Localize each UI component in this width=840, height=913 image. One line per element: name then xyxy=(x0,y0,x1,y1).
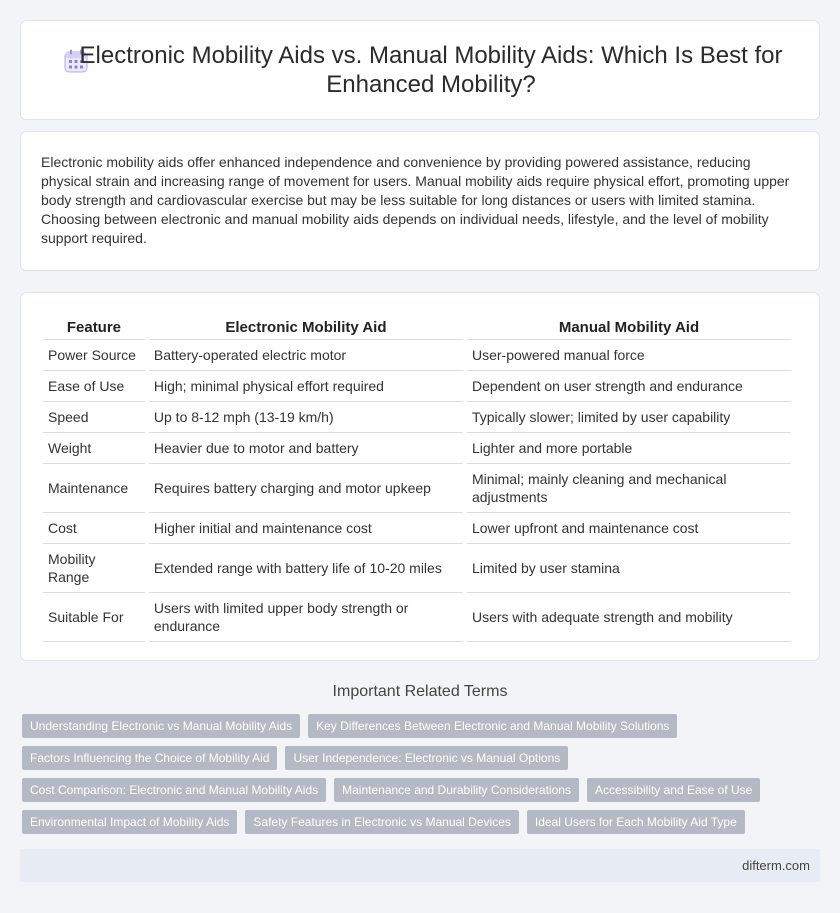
manual-cell: Minimal; mainly cleaning and mechanical adjustments xyxy=(467,464,791,513)
table-row xyxy=(43,464,791,513)
page-title: Electronic Mobility Aids vs. Manual Mobility Aids: Which Is Best for Enhanced Mobility? xyxy=(79,42,783,98)
feature-cell: Power Source xyxy=(43,340,145,371)
title-card xyxy=(20,20,820,120)
related-term-tag[interactable]: Environmental Impact of Mobility Aids xyxy=(22,810,237,834)
table-row xyxy=(43,402,791,433)
electronic-cell: Requires battery charging and motor upkeep xyxy=(149,464,463,513)
manual-cell: Lighter and more portable xyxy=(467,433,791,464)
related-term-tag[interactable]: Key Differences Between Electronic and Manual Mobility Solutions xyxy=(308,714,677,738)
electronic-cell: Higher initial and maintenance cost xyxy=(149,513,463,544)
table-row xyxy=(43,513,791,544)
related-term-tag[interactable]: Cost Comparison: Electronic and Manual Mobility Aids xyxy=(22,778,326,802)
footer-site-link[interactable]: difterm.com xyxy=(742,858,810,873)
related-term-tag[interactable]: Safety Features in Electronic vs Manual Devices xyxy=(245,810,518,834)
electronic-cell: Users with limited upper body strength or endurance xyxy=(149,593,463,642)
manual-cell: Limited by user stamina xyxy=(467,544,791,593)
table-row xyxy=(43,433,791,464)
footer-bar xyxy=(20,849,820,882)
related-term-tag[interactable]: Understanding Electronic vs Manual Mobility Aids xyxy=(22,714,300,738)
electronic-cell: Heavier due to motor and battery xyxy=(149,433,463,464)
electronic-cell: Extended range with battery life of 10-20 miles xyxy=(149,544,463,593)
electronic-cell: Battery-operated electric motor xyxy=(149,340,463,371)
feature-cell: Cost xyxy=(43,513,145,544)
related-term-tag[interactable]: Factors Influencing the Choice of Mobility Aid xyxy=(22,746,277,770)
table-row xyxy=(43,371,791,402)
comparison-table xyxy=(39,315,795,642)
manual-cell: Lower upfront and maintenance cost xyxy=(467,513,791,544)
feature-cell: Weight xyxy=(43,433,145,464)
related-terms-list xyxy=(22,714,822,834)
header-electronic: Electronic Mobility Aid xyxy=(149,315,463,340)
related-term-tag[interactable]: Maintenance and Durability Considerations xyxy=(334,778,579,802)
manual-cell: Users with adequate strength and mobility xyxy=(467,593,791,642)
table-header-row xyxy=(43,315,791,340)
feature-cell: Ease of Use xyxy=(43,371,145,402)
header-manual: Manual Mobility Aid xyxy=(467,315,791,340)
related-term-tag[interactable]: User Independence: Electronic vs Manual Options xyxy=(285,746,568,770)
manual-cell: User-powered manual force xyxy=(467,340,791,371)
comparison-table-card xyxy=(20,292,820,661)
related-term-tag[interactable]: Accessibility and Ease of Use xyxy=(587,778,760,802)
manual-cell: Dependent on user strength and endurance xyxy=(467,371,791,402)
feature-cell: Suitable For xyxy=(43,593,145,642)
table-row xyxy=(43,593,791,642)
table-row xyxy=(43,340,791,371)
feature-cell: Speed xyxy=(43,402,145,433)
related-term-tag[interactable]: Ideal Users for Each Mobility Aid Type xyxy=(527,810,745,834)
feature-cell: Maintenance xyxy=(43,464,145,513)
electronic-cell: High; minimal physical effort required xyxy=(149,371,463,402)
table-row xyxy=(43,544,791,593)
intro-card xyxy=(20,131,820,271)
header-feature: Feature xyxy=(43,315,145,340)
feature-cell: Mobility Range xyxy=(43,544,145,593)
electronic-cell: Up to 8-12 mph (13-19 km/h) xyxy=(149,402,463,433)
intro-paragraph: Electronic mobility aids offer enhanced independence and convenience by providing powered assistance, reducing physical strain and increasing range of movement for users. Manual mobility aids require physical effort, promoting upper body strength and cardiovascular exercise but may be less suitable for long distances or users with limited stamina. Choosing between electronic and manual mobility aids depends on individual needs, lifestyle, and the level of mobility support required. xyxy=(41,154,790,246)
manual-cell: Typically slower; limited by user capability xyxy=(467,402,791,433)
related-terms-heading: Important Related Terms xyxy=(332,683,508,700)
